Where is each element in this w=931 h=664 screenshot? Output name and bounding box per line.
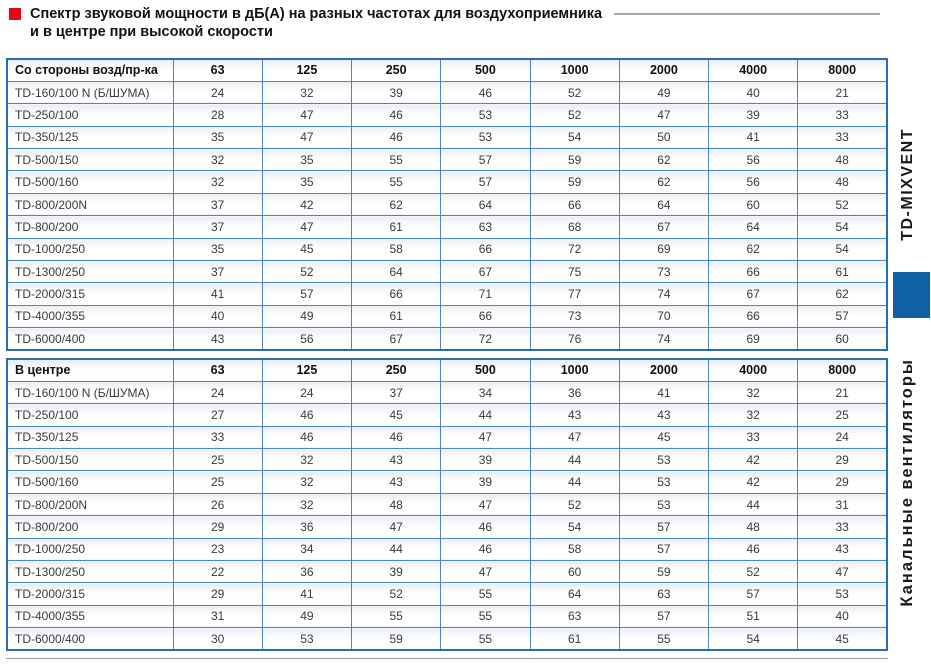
- value-cell: 44: [709, 493, 798, 515]
- value-cell: 45: [352, 404, 441, 426]
- value-cell: 58: [352, 238, 441, 260]
- model-cell: TD-500/160: [7, 471, 173, 493]
- value-cell: 47: [262, 126, 351, 148]
- value-cell: 32: [173, 149, 262, 171]
- value-cell: 35: [173, 238, 262, 260]
- value-cell: 43: [530, 404, 619, 426]
- frequency-column-header: 2000: [619, 59, 708, 81]
- value-cell: 33: [798, 516, 887, 538]
- value-cell: 43: [173, 328, 262, 350]
- value-cell: 36: [262, 561, 351, 583]
- value-cell: 57: [619, 516, 708, 538]
- value-cell: 74: [619, 283, 708, 305]
- table-row: [7, 104, 887, 126]
- value-cell: 47: [441, 426, 530, 448]
- value-cell: 31: [173, 605, 262, 627]
- model-cell: TD-800/200: [7, 216, 173, 238]
- value-cell: 29: [173, 583, 262, 605]
- model-cell: TD-6000/400: [7, 628, 173, 650]
- value-cell: 36: [262, 516, 351, 538]
- value-cell: 59: [619, 561, 708, 583]
- table-row: [7, 216, 887, 238]
- value-cell: 25: [798, 404, 887, 426]
- frequency-column-header: 1000: [530, 59, 619, 81]
- value-cell: 52: [262, 261, 351, 283]
- frequency-column-header: 250: [352, 59, 441, 81]
- value-cell: 66: [709, 261, 798, 283]
- value-cell: 32: [262, 493, 351, 515]
- value-cell: 48: [798, 149, 887, 171]
- value-cell: 56: [709, 171, 798, 193]
- red-square-bullet-icon: [9, 8, 21, 20]
- table-row: [7, 628, 887, 650]
- value-cell: 62: [619, 171, 708, 193]
- value-cell: 32: [709, 381, 798, 403]
- value-cell: 41: [619, 381, 708, 403]
- frequency-column-header: 8000: [798, 359, 887, 381]
- value-cell: 57: [262, 283, 351, 305]
- model-cell: TD-800/200: [7, 516, 173, 538]
- sidebar-series-label: TD-MIXVENT: [899, 128, 916, 241]
- value-cell: 47: [262, 216, 351, 238]
- table-row: [7, 171, 887, 193]
- value-cell: 37: [173, 261, 262, 283]
- value-cell: 44: [530, 471, 619, 493]
- table-row: [7, 81, 887, 103]
- sound-power-table-center: [6, 358, 888, 651]
- table-row: [7, 404, 887, 426]
- value-cell: 60: [798, 328, 887, 350]
- value-cell: 49: [262, 605, 351, 627]
- model-cell: TD-4000/355: [7, 305, 173, 327]
- value-cell: 47: [619, 104, 708, 126]
- value-cell: 22: [173, 561, 262, 583]
- table-row: [7, 238, 887, 260]
- value-cell: 25: [173, 471, 262, 493]
- value-cell: 72: [441, 328, 530, 350]
- value-cell: 46: [262, 404, 351, 426]
- table-row: [7, 471, 887, 493]
- value-cell: 29: [173, 516, 262, 538]
- value-cell: 56: [262, 328, 351, 350]
- value-cell: 45: [798, 628, 887, 650]
- value-cell: 53: [441, 104, 530, 126]
- value-cell: 35: [262, 171, 351, 193]
- table-row: [7, 583, 887, 605]
- value-cell: 51: [709, 605, 798, 627]
- value-cell: 61: [798, 261, 887, 283]
- table-row: [7, 328, 887, 350]
- value-cell: 49: [619, 81, 708, 103]
- value-cell: 47: [262, 104, 351, 126]
- frequency-column-header: 63: [173, 59, 262, 81]
- value-cell: 53: [441, 126, 530, 148]
- value-cell: 45: [262, 238, 351, 260]
- value-cell: 43: [619, 404, 708, 426]
- value-cell: 40: [709, 81, 798, 103]
- value-cell: 67: [352, 328, 441, 350]
- value-cell: 52: [530, 493, 619, 515]
- model-cell: TD-2000/315: [7, 583, 173, 605]
- table-header-row: [7, 359, 887, 381]
- value-cell: 57: [619, 605, 708, 627]
- value-cell: 56: [709, 149, 798, 171]
- value-cell: 40: [798, 605, 887, 627]
- value-cell: 64: [619, 193, 708, 215]
- value-cell: 39: [441, 449, 530, 471]
- value-cell: 62: [709, 238, 798, 260]
- value-cell: 46: [709, 538, 798, 560]
- value-cell: 46: [441, 81, 530, 103]
- value-cell: 44: [441, 404, 530, 426]
- table-row: [7, 449, 887, 471]
- value-cell: 55: [441, 605, 530, 627]
- value-cell: 63: [530, 605, 619, 627]
- value-cell: 63: [441, 216, 530, 238]
- value-cell: 55: [352, 171, 441, 193]
- value-cell: 64: [530, 583, 619, 605]
- value-cell: 73: [619, 261, 708, 283]
- value-cell: 59: [352, 628, 441, 650]
- value-cell: 54: [798, 216, 887, 238]
- value-cell: 23: [173, 538, 262, 560]
- model-cell: TD-350/125: [7, 126, 173, 148]
- frequency-column-header: 500: [441, 359, 530, 381]
- model-cell: TD-800/200N: [7, 193, 173, 215]
- value-cell: 39: [441, 471, 530, 493]
- page-header: [6, 5, 888, 41]
- model-cell: TD-1300/250: [7, 561, 173, 583]
- value-cell: 53: [619, 493, 708, 515]
- value-cell: 32: [262, 471, 351, 493]
- value-cell: 32: [173, 171, 262, 193]
- value-cell: 60: [709, 193, 798, 215]
- value-cell: 55: [352, 605, 441, 627]
- model-cell: TD-1000/250: [7, 238, 173, 260]
- value-cell: 55: [352, 149, 441, 171]
- value-cell: 53: [798, 583, 887, 605]
- title-line-1-row: [6, 5, 888, 23]
- value-cell: 75: [530, 261, 619, 283]
- value-cell: 57: [441, 171, 530, 193]
- model-cell: TD-6000/400: [7, 328, 173, 350]
- value-cell: 58: [530, 538, 619, 560]
- model-cell: TD-500/150: [7, 149, 173, 171]
- value-cell: 67: [441, 261, 530, 283]
- value-cell: 60: [530, 561, 619, 583]
- frequency-column-header: 500: [441, 59, 530, 81]
- value-cell: 21: [798, 81, 887, 103]
- table-header-row: [7, 59, 887, 81]
- frequency-column-header: 125: [262, 59, 351, 81]
- model-cell: TD-160/100 N (Б/ШУМА): [7, 381, 173, 403]
- footer-rule: [6, 658, 888, 659]
- value-cell: 33: [798, 104, 887, 126]
- title-rule: [614, 13, 880, 15]
- sidebar-category-label: Канальные вентиляторы: [898, 358, 916, 607]
- value-cell: 76: [530, 328, 619, 350]
- frequency-column-header: 63: [173, 359, 262, 381]
- value-cell: 63: [619, 583, 708, 605]
- value-cell: 48: [352, 493, 441, 515]
- frequency-column-header: 125: [262, 359, 351, 381]
- value-cell: 33: [709, 426, 798, 448]
- value-cell: 71: [441, 283, 530, 305]
- value-cell: 39: [352, 561, 441, 583]
- page-title: Спектр звуковой мощности в дБ(А) на разных частотах для воздухоприемника: [30, 6, 603, 22]
- value-cell: 37: [173, 193, 262, 215]
- table-row: [7, 493, 887, 515]
- value-cell: 52: [798, 193, 887, 215]
- value-cell: 66: [530, 193, 619, 215]
- value-cell: 55: [441, 583, 530, 605]
- frequency-column-header: 250: [352, 359, 441, 381]
- table-row: [7, 605, 887, 627]
- model-cell: TD-800/200N: [7, 493, 173, 515]
- value-cell: 47: [441, 493, 530, 515]
- table-row: [7, 516, 887, 538]
- value-cell: 46: [352, 126, 441, 148]
- value-cell: 64: [352, 261, 441, 283]
- value-cell: 41: [173, 283, 262, 305]
- frequency-column-header: 2000: [619, 359, 708, 381]
- page-title-line-2: и в центре при высокой скорости: [30, 24, 273, 40]
- value-cell: 64: [441, 193, 530, 215]
- model-cell: TD-4000/355: [7, 605, 173, 627]
- value-cell: 42: [709, 449, 798, 471]
- table-row: [7, 283, 887, 305]
- table-row: [7, 426, 887, 448]
- model-cell: TD-500/150: [7, 449, 173, 471]
- value-cell: 32: [262, 449, 351, 471]
- value-cell: 24: [173, 381, 262, 403]
- table-row: [7, 149, 887, 171]
- value-cell: 53: [619, 449, 708, 471]
- value-cell: 53: [619, 471, 708, 493]
- value-cell: 52: [530, 81, 619, 103]
- value-cell: 66: [352, 283, 441, 305]
- value-cell: 30: [173, 628, 262, 650]
- value-cell: 35: [173, 126, 262, 148]
- value-cell: 27: [173, 404, 262, 426]
- value-cell: 73: [530, 305, 619, 327]
- value-cell: 55: [619, 628, 708, 650]
- value-cell: 61: [530, 628, 619, 650]
- value-cell: 26: [173, 493, 262, 515]
- value-cell: 39: [352, 81, 441, 103]
- value-cell: 67: [709, 283, 798, 305]
- value-cell: 50: [619, 126, 708, 148]
- value-cell: 45: [619, 426, 708, 448]
- value-cell: 43: [352, 471, 441, 493]
- model-cell: TD-250/100: [7, 104, 173, 126]
- value-cell: 54: [709, 628, 798, 650]
- value-cell: 24: [173, 81, 262, 103]
- value-cell: 34: [262, 538, 351, 560]
- value-cell: 54: [798, 238, 887, 260]
- value-cell: 34: [441, 381, 530, 403]
- value-cell: 66: [709, 305, 798, 327]
- table-row: [7, 538, 887, 560]
- value-cell: 47: [798, 561, 887, 583]
- table-row: [7, 126, 887, 148]
- value-cell: 28: [173, 104, 262, 126]
- value-cell: 42: [262, 193, 351, 215]
- value-cell: 54: [530, 126, 619, 148]
- value-cell: 57: [709, 583, 798, 605]
- value-cell: 62: [798, 283, 887, 305]
- value-cell: 54: [530, 516, 619, 538]
- value-cell: 57: [441, 149, 530, 171]
- value-cell: 46: [352, 426, 441, 448]
- value-cell: 48: [709, 516, 798, 538]
- value-cell: 32: [709, 404, 798, 426]
- table-row: [7, 193, 887, 215]
- model-cell: TD-160/100 N (Б/ШУМА): [7, 81, 173, 103]
- value-cell: 24: [262, 381, 351, 403]
- value-cell: 52: [709, 561, 798, 583]
- value-cell: 47: [530, 426, 619, 448]
- model-cell: TD-350/125: [7, 426, 173, 448]
- value-cell: 41: [262, 583, 351, 605]
- frequency-column-header: 4000: [709, 359, 798, 381]
- model-cell: TD-1000/250: [7, 538, 173, 560]
- value-cell: 62: [619, 149, 708, 171]
- value-cell: 55: [441, 628, 530, 650]
- model-cell: TD-1300/250: [7, 261, 173, 283]
- value-cell: 52: [352, 583, 441, 605]
- value-cell: 74: [619, 328, 708, 350]
- frequency-column-header: 1000: [530, 359, 619, 381]
- value-cell: 68: [530, 216, 619, 238]
- value-cell: 37: [173, 216, 262, 238]
- value-cell: 43: [352, 449, 441, 471]
- value-cell: 31: [798, 493, 887, 515]
- table-row: [7, 305, 887, 327]
- value-cell: 49: [262, 305, 351, 327]
- row-group-header: Со стороны возд/пр-ка: [7, 59, 173, 81]
- value-cell: 72: [530, 238, 619, 260]
- value-cell: 47: [441, 561, 530, 583]
- value-cell: 37: [352, 381, 441, 403]
- value-cell: 33: [798, 126, 887, 148]
- value-cell: 53: [262, 628, 351, 650]
- value-cell: 44: [352, 538, 441, 560]
- frequency-column-header: 4000: [709, 59, 798, 81]
- value-cell: 46: [441, 538, 530, 560]
- row-group-header: В центре: [7, 359, 173, 381]
- value-cell: 39: [709, 104, 798, 126]
- value-cell: 64: [709, 216, 798, 238]
- value-cell: 44: [530, 449, 619, 471]
- value-cell: 24: [798, 426, 887, 448]
- value-cell: 46: [352, 104, 441, 126]
- value-cell: 77: [530, 283, 619, 305]
- table-row: [7, 381, 887, 403]
- value-cell: 47: [352, 516, 441, 538]
- value-cell: 32: [262, 81, 351, 103]
- value-cell: 61: [352, 305, 441, 327]
- value-cell: 46: [441, 516, 530, 538]
- model-cell: TD-500/160: [7, 171, 173, 193]
- value-cell: 69: [619, 238, 708, 260]
- value-cell: 25: [173, 449, 262, 471]
- value-cell: 62: [352, 193, 441, 215]
- model-cell: TD-250/100: [7, 404, 173, 426]
- value-cell: 41: [709, 126, 798, 148]
- sound-power-table-air-intake: [6, 58, 888, 351]
- table-row: [7, 561, 887, 583]
- value-cell: 33: [173, 426, 262, 448]
- model-cell: TD-2000/315: [7, 283, 173, 305]
- value-cell: 61: [352, 216, 441, 238]
- value-cell: 59: [530, 171, 619, 193]
- value-cell: 21: [798, 381, 887, 403]
- value-cell: 48: [798, 171, 887, 193]
- value-cell: 52: [530, 104, 619, 126]
- value-cell: 57: [798, 305, 887, 327]
- value-cell: 57: [619, 538, 708, 560]
- value-cell: 43: [798, 538, 887, 560]
- value-cell: 29: [798, 471, 887, 493]
- value-cell: 66: [441, 238, 530, 260]
- value-cell: 67: [619, 216, 708, 238]
- value-cell: 59: [530, 149, 619, 171]
- value-cell: 29: [798, 449, 887, 471]
- blue-accent-square: [893, 272, 930, 318]
- value-cell: 40: [173, 305, 262, 327]
- value-cell: 46: [262, 426, 351, 448]
- value-cell: 66: [441, 305, 530, 327]
- right-sidebar: [888, 0, 931, 664]
- table-row: [7, 261, 887, 283]
- value-cell: 69: [709, 328, 798, 350]
- value-cell: 35: [262, 149, 351, 171]
- value-cell: 36: [530, 381, 619, 403]
- frequency-column-header: 8000: [798, 59, 887, 81]
- value-cell: 70: [619, 305, 708, 327]
- value-cell: 42: [709, 471, 798, 493]
